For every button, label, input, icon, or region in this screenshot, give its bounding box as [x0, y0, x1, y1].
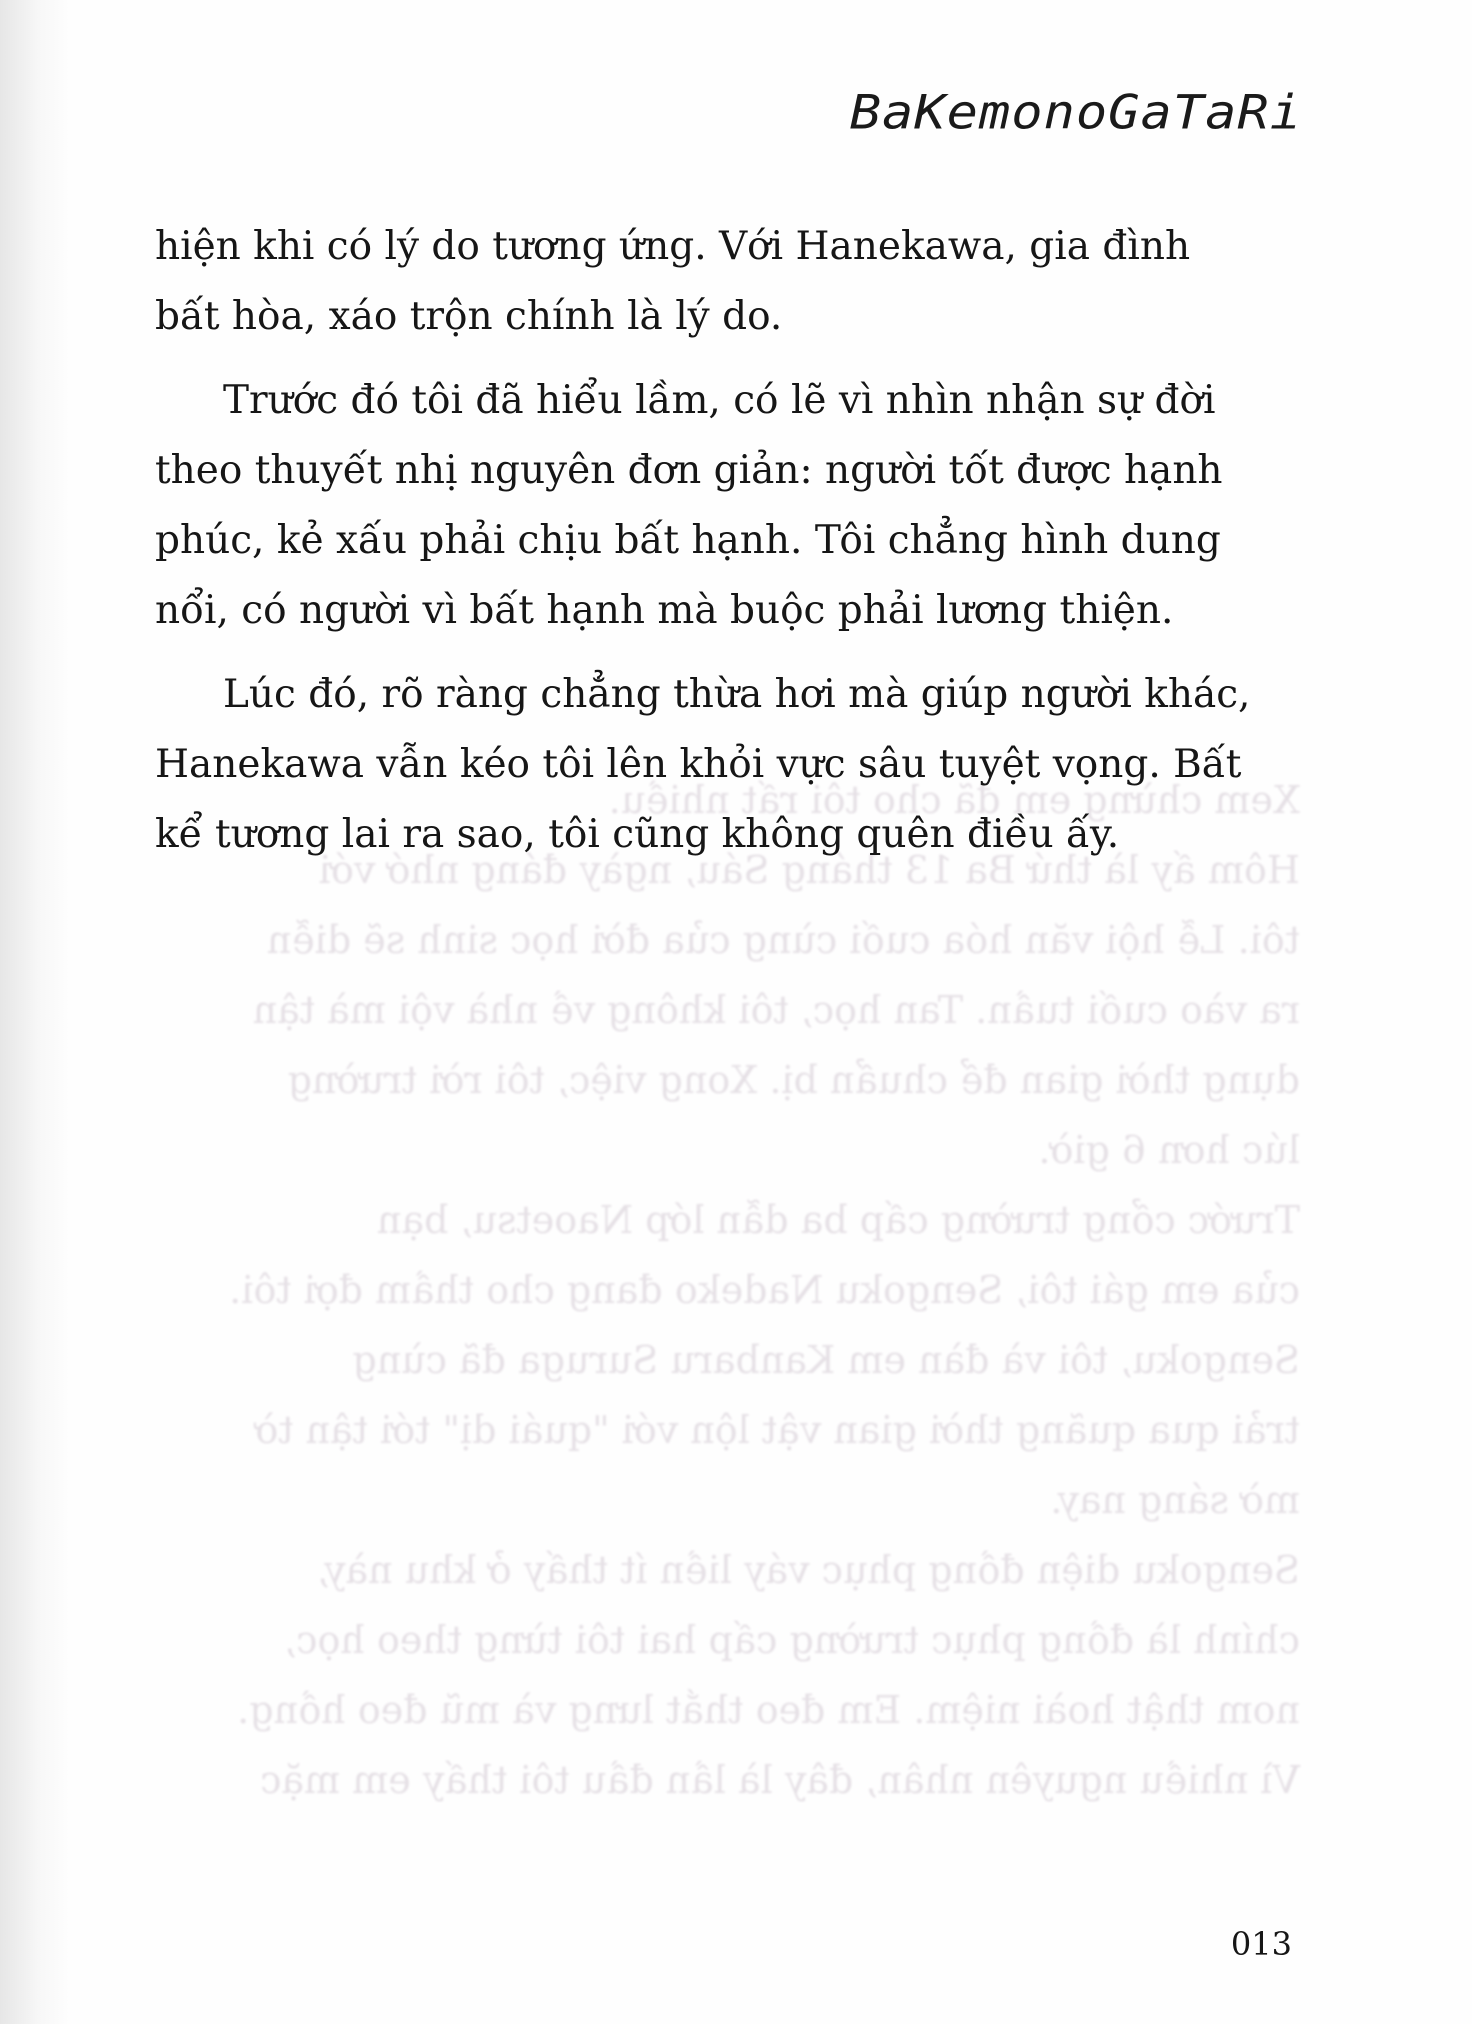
bleed-through-line: Hôm ấy là thứ Ba 13 tháng Sáu, ngày đáng nhớ với: [318, 848, 1300, 892]
paragraph: [155, 660, 1305, 870]
spine-shadow: [0, 0, 70, 2024]
text-line: Hanekawa vẫn kéo tôi lên khỏi vực sâu tuyệt vọng. Bất: [155, 742, 1242, 787]
bleed-through-line: dụng thời gian để chuẩn bị. Xong việc, tôi rời trường: [287, 1058, 1300, 1102]
paragraph: [155, 212, 1305, 352]
bleed-through-line: trải qua quãng thời gian vật lộn với "quái dị" tới tận tờ: [255, 1408, 1300, 1452]
bleed-through-line: tôi. Lễ hội văn hóa cuối cùng của đời học sinh sẽ diễn: [266, 918, 1300, 962]
bleed-through-line: ra vào cuối tuần. Tan học, tôi không về nhà vội mà tận: [252, 988, 1300, 1032]
bleed-through-line: Sengoku diện đồng phục váy liền ít thấy ở khu này,: [316, 1548, 1300, 1592]
bleed-through-line: Xem chừng em đã cho tôi rất nhiều.: [608, 778, 1300, 822]
running-header-title: BaKemonoGaTaRi: [849, 86, 1302, 140]
bleed-through-line: Trước cổng trường cấp ba dẫn lớp Naoetsu, bạn: [376, 1198, 1300, 1242]
body-text: [155, 212, 1305, 884]
bleed-through-line: của em gái tôi, Sengoku Nadeko đang cho thầm đợi tôi.: [229, 1268, 1300, 1312]
bleed-through-line: Vì nhiều nguyên nhân, đây là lần đầu tôi thấy em mặc: [260, 1758, 1300, 1802]
text-line: theo thuyết nhị nguyên đơn giản: người tốt được hạnh: [155, 448, 1223, 493]
bleed-through-line: chính là đồng phục trường cấp hai tôi từng theo học,: [284, 1618, 1300, 1662]
text-line: hiện khi có lý do tương ứng. Với Hanekawa, gia đình: [155, 224, 1191, 269]
bleed-through-line: lúc hơn 6 giờ.: [1038, 1128, 1300, 1172]
bleed-through-line: nom thật hoài niệm. Em đeo thắt lưng và mũ đeo hồng.: [237, 1688, 1300, 1732]
bleed-through-line: mờ sáng nay.: [1050, 1478, 1300, 1522]
text-line: nổi, có người vì bất hạnh mà buộc phải lương thiện.: [155, 588, 1174, 633]
text-line: Lúc đó, rõ ràng chẳng thừa hơi mà giúp người khác,: [223, 672, 1251, 717]
text-line: bất hòa, xáo trộn chính là lý do.: [155, 294, 783, 339]
page-number: 013: [1230, 1925, 1292, 1963]
bleed-through-line: Sengoku, tôi và đàn em Kanbaru Suruga đã cùng: [352, 1338, 1300, 1382]
bleed-through-text: [150, 765, 1300, 1815]
paragraph: [155, 366, 1305, 646]
text-line: phúc, kẻ xấu phải chịu bất hạnh. Tôi chẳng hình dung: [155, 518, 1221, 563]
text-line: Trước đó tôi đã hiểu lầm, có lẽ vì nhìn nhận sự đời: [223, 378, 1216, 423]
text-line: kể tương lai ra sao, tôi cũng không quên điều ấy.: [155, 812, 1120, 857]
